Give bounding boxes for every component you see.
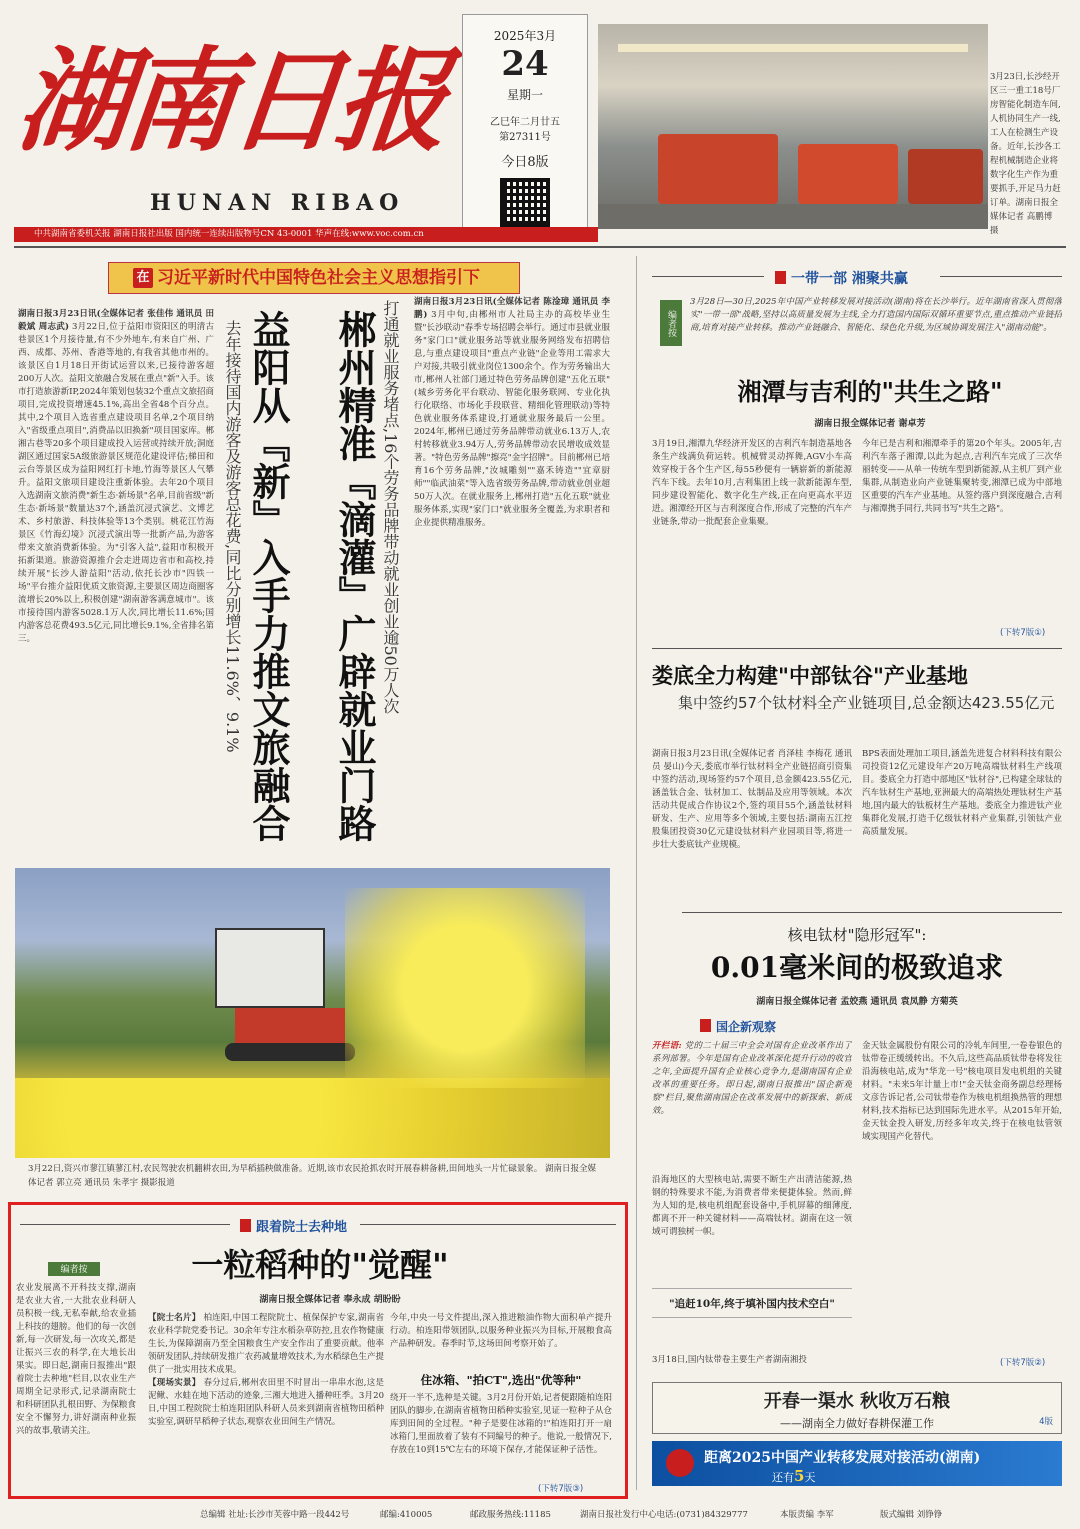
page-footer xyxy=(0,1500,1080,1529)
column-divider xyxy=(636,256,637,1490)
masthead-title: 湖南日报 xyxy=(11,36,449,167)
date-day: 24 xyxy=(501,44,549,84)
rice-column-2b: 绕开一半不,选种是关键。3月2月份开始,记者便跟随柏连阳团队的脚步,在湖南省植物田稻种实验室,见证一粒种子从仓库到田间的全过程。"种子是要住冰箱的!"柏连阳打开一扇冰箱门,里面放着了装有不同编号的种子。他说,一般情况下,存放在10到15℃左右的环境下保存,才能保证种子活性。 xyxy=(390,1393,612,1455)
banner-text: 习近平新时代中国特色社会主义思想指引下 xyxy=(157,268,480,288)
truck-shape xyxy=(658,134,778,204)
ydyb-editor-tag: 编者按 xyxy=(660,300,682,346)
section-logo-icon xyxy=(240,1219,251,1232)
divider xyxy=(14,246,1066,248)
event-logo-icon xyxy=(666,1449,694,1477)
spring-banner-title: 开春一渠水 秋收万石粮 xyxy=(763,1391,951,1412)
rice-continue-link[interactable]: (下转7版③) xyxy=(538,1484,584,1494)
titanium-byline: 湖南日报全媒体记者 孟姣燕 通讯员 袁凤静 方菊英 xyxy=(756,997,958,1007)
chenzhou-subtitle: 打通就业服务堵点,16个劳务品牌带动就业创业逾50万人次 xyxy=(381,300,400,714)
foreground-flower-blur xyxy=(345,888,585,1088)
date-weekday: 星期一 xyxy=(506,88,543,102)
divider xyxy=(652,276,764,277)
date-box xyxy=(462,14,588,232)
tractor-body xyxy=(235,1008,345,1048)
chenzhou-title: 郴州精准『滴灌』广辟就业门路 xyxy=(332,310,377,842)
qr-code-icon[interactable] xyxy=(500,178,550,228)
masthead-pinyin: HUNAN RIBAO xyxy=(150,190,405,216)
titanium-kicker: 核电钛材"隐形冠军": xyxy=(787,926,927,944)
xiangtan-column-2: 今年已是吉利和湘潭牵手的第20个年头。2005年,吉利汽车落子湘潭,以此为起点,吉利汽车完成了三次华丽转变——从单一传统车型到新能源,从主机厂到产业集群,从制造业向产业链集聚转变,湘潭已成为中部地区重要的汽车产业基地。从签约落户到深度融合,吉利与湘潭携手同行,共同书写"共生之路"。 xyxy=(862,439,1062,514)
masthead-infobar: 中共湖南省委机关报 湖南日报社出版 国内统一连续出版物号CN 43-0001 华声在线:www.voc.com.cn xyxy=(14,227,598,242)
divider xyxy=(652,648,1062,649)
chenzhou-article-body xyxy=(414,296,610,861)
spring-banner-sub: ——湖南全力做好春耕保灌工作 xyxy=(780,1417,934,1430)
section-logo-icon xyxy=(775,271,786,284)
loudi-subtitle: 集中签约57个钛材料全产业链项目,总金额达423.55亿元 xyxy=(678,694,1055,712)
rice-editor-note: 农业发展离不开科技支撑,湖南是农业大省,一大批农业科研人员积极一线,无私奉献,给农业插上科技的翅膀。他们的每一次创新,每一次研发,每一次攻关,都是让振兴三农的科学,在大地长出果实。即日起,湖南日报推出"跟着院士去种地"栏目,以农业生产周期全记录形式,记录湖南院士和科研团队扎根田野、为保粮食安全不懈努力,讲好湖南种业振兴的故事,敬请关注。 xyxy=(16,1283,136,1436)
loudi-column-2: BPS表面处理加工项目,涵盖先进复合材料科技有限公司投资12亿元建设年产20万吨高端钛材料生产线项目。娄底全力打造中部地区"钛材谷",已构建全球钛的汽车钛材生产基地,亚洲最大的高端热处理钛材生产基地,国内最大的钛板材生产基地。娄底全力推进钛产业集群化发展,打造千亿级钛材料产业集群,引领钛产业高质量发展。 xyxy=(862,749,1062,837)
divider xyxy=(360,1224,616,1225)
rice-subhead: 住冰箱、"拍CT",选出"优等种" xyxy=(420,1373,582,1387)
titanium-column-2: 金天钛金属股份有限公司的冷轧车间里,一卷卷银色的钛带卷正缓缓转出。不久后,这些高品质钛带卷将发往沿海核电站,成为"华龙一号"核电项目发电机组的关键材料。"未来5年计量上市!"金天钛金商务副总经理杨文彦告诉记者,公司钛带卷作为核电机组换热管的理想材料,技术指标已达到国际先进水平。从2015年开始,金天钛金投入研发,历经多年攻关,终于在核电钛管领域实现国产化替代。 xyxy=(862,1041,1062,1142)
spring-banner-page: 4版 xyxy=(1039,1417,1053,1427)
countdown-banner[interactable] xyxy=(652,1441,1062,1486)
tractor-track xyxy=(225,1043,355,1061)
yiyang-subtitle: 去年接待国内游客及游客总花费,同比分别增长11.6%、9.1% xyxy=(223,320,242,753)
farm-photo-caption: 3月22日,资兴市蓼江镇蓼江村,农民驾驶农机翻耕农田,为早稻插秧做准备。近期,该市农民抢抓农时开展春耕备耕,田间地头一片忙碌景象。 湖南日报全媒体记者 郭立亮 通讯员 朱孝宇 摄影报道 xyxy=(28,1164,596,1188)
rice-column-2: 今年,中央一号文件提出,深入推进粮油作物大面积单产提升行动。柏连阳带领团队,以服务种业振兴为目标,开展粮食高产品种研发。春季时节,这场田间考察开始了。 xyxy=(390,1313,612,1349)
yiyang-body: 3月22日,位于益阳市资阳区的明清古巷景区1个月接待量,有不少外地车,有来自广州、广西、成都、苏州、香港等地的,有我省其他市州的。该景区自1月18日开街试运营以来,已接待游客超200万人次。益阳文旅融合发展在重点"新"入手。该市打造旅游新IP,2024年策划包装32个重点文旅招商项目,完成投资增速45.1%,高出全省48个百分点。其中,2个项目入选省重点建设项目名单,2个项目纳入"省级重点项目",消费品以旧换新"项目国家库。郴湘古巷等20多个项目建成投入运营或持续开放;洞庭湖区通过国家5A级旅游景区规范化建设评估;梯田和云台等景区成为益阳网红打卡地,竹海等景区人气攀升。益阳文旅项目建设注重新体验。去年20个项目入选湖南文旅消费"新生态·新场景"名单,目前省级"新生态·新场景"数量达37个,涵盖沉浸式演艺、文博艺术、乡村旅游、科技体验等13个类别。桃花江竹海景区《竹海幻境》沉浸式演出等一批新产品,为游客带来文旅消费新体验。为"引客入益",益阳市积极开拓新渠道。旅游资源推介会走进周边省市和高校,持续开展"长沙人游益阳"活动,依托长沙市"四铁一场"平台推介益阳优质文旅资源,主要景区周边商圈客流增长20%以上,积极创建"湖南游客满意城市"。该市接待国内游客5028.1万人次,同比增长11.6%;国内游客总花费493.5亿元,同比增长9.1%,全省排名第三。 xyxy=(18,322,214,644)
xi-thought-banner xyxy=(108,262,520,294)
chenzhou-byline: 湖南日报3月23日讯(全媒体记者 陈淦璋 通讯员 李鹏) xyxy=(414,297,610,320)
tractor-cabin xyxy=(215,928,325,1008)
footer-design: 版式编辑 刘铮铮 xyxy=(880,1510,943,1520)
spring-irrigation-banner[interactable] xyxy=(652,1382,1062,1434)
footer-editor: 本版责编 李军 xyxy=(780,1510,834,1520)
titanium-column-1: 沿海地区的大型核电站,需要不断生产出清洁能源,热钢的特殊要求不能,为消费者带来便捷体验。然而,鲜为人知的是,核电机组配套设备中,手机屏幕的细薄度,都离不开一种关键材料——高端钛材。湖南在这一领域可谓独树一帜。 xyxy=(652,1175,852,1237)
divider xyxy=(20,1224,230,1225)
footer-service: 邮政服务热线:11185 xyxy=(470,1510,551,1520)
titanium-lead-label: 开栏语: xyxy=(652,1041,682,1051)
rice-byline: 湖南日报全媒体记者 奉永成 胡盼盼 xyxy=(259,1295,401,1305)
footer-phone: 湖南日报社发行中心电话:(0731)84329777 xyxy=(580,1510,748,1520)
factory-photo xyxy=(598,24,988,229)
xiangtan-byline: 湖南日报全媒体记者 谢卓芳 xyxy=(814,419,926,429)
yiyang-title: 益阳从『新』入手力推文旅融合 xyxy=(246,310,291,842)
titanium-title: 0.01毫米间的极致追求 xyxy=(710,951,1004,984)
countdown-remaining: 还有5天 xyxy=(772,1467,816,1485)
titanium-column-1b: 3月18日,国内钛带卷主要生产者湖南湘投 xyxy=(652,1355,807,1365)
countdown-days: 5 xyxy=(794,1467,805,1485)
date-year-month: 2025年3月 xyxy=(493,29,557,43)
ceiling-light xyxy=(618,44,968,52)
issue-number: 第27311号 xyxy=(499,132,551,143)
yiyang-byline: 湖南日报3月23日讯(全媒体记者 张佳伟 通讯员 田毅斌 周志武) xyxy=(18,309,214,332)
titanium-continue-link[interactable]: (下转7版②) xyxy=(1000,1358,1046,1368)
factory-photo-caption: 3月23日,长沙经开区三一重工18号厂房智能化制造车间,人机协同生产一线,工人在检测生产设备。近年,长沙各工程机械制造企业将数字化生产作为重要抓手,开足马力赶订单。湖南日报全媒体记者 高鹏博 摄 xyxy=(990,72,1061,236)
titanium-section-tag: 国企新观察 xyxy=(700,1018,776,1035)
xiangtan-column-1: 3月19日,湘潭九华经济开发区的吉利汽车制造基地各条生产线满负荷运转。机械臂灵动挥舞,AGV小车高效穿梭于各个生产区,每55秒便有一辆崭新的新能源汽车下线。去年10月,吉利集团上线一款新能源车型,同步建设智能化、数字化生产线,正在向更高水平迈进。湘潭经开区与吉利深度合作,形成了完整的汽车产业链条,带动一批配套企业集聚。 xyxy=(652,439,852,527)
loudi-column-1: 湖南日报3月23日讯(全媒体记者 肖泽桂 李梅花 通讯员 晏山)今天,娄底市举行钛材料全产业链招商引资集中签约活动,现场签约57个项目,总金额423.55亿元,涵盖钛合金、钛材加工、钛制品及应用等领域。本次活动共促成合作协议2个,签约项目55个,涵盖钛材料研发、生产、应用等多个领域,主要包括:湖南五江控股集团投资30亿元建设钛材料产业园项目等,将进一步壮大娄底钛产业规模。 xyxy=(652,749,852,850)
yiyang-article-body xyxy=(18,308,214,863)
rice-editor-tag: 编者按 xyxy=(48,1262,100,1276)
countdown-text: 距离2025中国产业转移发展对接活动(湖南) xyxy=(704,1450,981,1466)
loudi-title: 娄底全力构建"中部钛谷"产业基地 xyxy=(652,663,968,688)
farm-tractor-photo xyxy=(15,868,610,1158)
titanium-highlight: "追赶10年,终于填补国内技术空白" xyxy=(652,1288,852,1318)
rapeseed-flowers xyxy=(15,1078,610,1158)
rice-column-1: 【院士名片】 柏连阳,中国工程院院士、植保保护专家,湖南省农业科学院党委书记。30余年专注水稻杂草防控,且农作物健康生长,为保障湖南乃至全国粮食生产安全作出了重要贡献。他率领研发团队,持续研发推广农药减量增效技术,为水稻绿色生产提供了一批实用技术成果。 【现场实景】 春分过后,郴州农田里不时冒出一串串水泡,这是泥鳅、水蛙在地下活动的迹象,三湘大地进入播种旺季。3月20日,中国工程院院士柏连阳团队科研人员来到湖南省植物田稻种实验室,调研早稻种子状态,观察农业田间生产情况。 xyxy=(148,1313,384,1427)
truck-shape xyxy=(908,149,983,204)
divider xyxy=(682,912,1062,913)
xiangtan-title: 湘潭与吉利的"共生之路" xyxy=(737,377,1003,406)
titanium-lead: 开栏语: 党的二十届三中全会对国有企业改革作出了系列部署。今年是国有企业改革深化提升行动的收官之年,全面提升国有企业核心竞争力,是湖南国有企业改革的重要任务。即日起,湖南日报推出"国企新观察"栏目,聚焦湖南国企在改革发展中的新探索、新成效。 xyxy=(652,1041,852,1116)
footer-address: 总编辑 社址:长沙市芙蓉中路一段442号 xyxy=(200,1510,350,1520)
divider xyxy=(940,276,1062,277)
ydyb-editor-note: 3月28日—30日,2025年中国产业转移发展对接活动(湖南)将在长沙举行。近年湖南省深入贯彻落实"一带一部"战略,坚持以高质量发展为主线,全力打造国内国际双循环重要节点,重点推动产业链招商,培育对接产业转移。推动产业链融合、智能化、绿色化升级,为区域协调发展注入"湖南动能"。 xyxy=(690,297,1062,333)
truck-shape xyxy=(798,144,898,204)
rice-section-b: 【现场实景】 xyxy=(148,1378,201,1388)
date-lunar: 乙巳年二月廿五 xyxy=(490,117,560,128)
rice-section-a: 【院士名片】 xyxy=(148,1313,201,1323)
ydyb-section-tag: 一带一部 湘聚共赢 xyxy=(775,268,908,288)
footer-postal: 邮编:410005 xyxy=(380,1510,433,1520)
rice-title: 一粒稻种的"觉醒" xyxy=(191,1246,449,1284)
section-logo-icon xyxy=(700,1019,711,1032)
floor-shape xyxy=(598,204,988,229)
xiangtan-continue-link[interactable]: (下转7版①) xyxy=(1000,628,1046,638)
chenzhou-body: 3月中旬,由郴州市人社局主办的高校毕业生暨"长沙联动"春季专场招聘会举行。通过市县就业服务"家门口"就业服务站等就业服务网络发布招聘信息,与重点建设项目"重点产业链"企业等用工需求大户对接,共吸引就业岗位1300余个。作为劳务输出大市,郴州人社部门通过特色劳务品牌创建"五化五联"(城乡劳务化平台联动、智能化服务联网、专业化执行化联络、市场化手段联营、精细化管理联动)等特色就业服务体系建设,打通就业服务最后一公里。2024年,郴州已通过劳务品牌带动就业6.13万人,农村转移就业3.94万人,劳务品牌带动农民增收成效显著。"特色劳务品牌"擦亮"金字招牌"。目前郴州已培育16个劳务品牌,"汝城雕刻""嘉禾铸造""宜章厨师""临武油菜"等入选省级劳务品牌,带动就业创业超50万人次。在就业服务上,郴州打造"五化五联"就业服务体系,实现"家门口"就业服务全覆盖,为求职者和企业提供精准服务。 xyxy=(414,310,610,528)
banner-mark: 在 xyxy=(133,268,153,288)
page-count: 今日8版 xyxy=(501,155,549,170)
rice-section-tag: 跟着院士去种地 xyxy=(240,1216,347,1235)
